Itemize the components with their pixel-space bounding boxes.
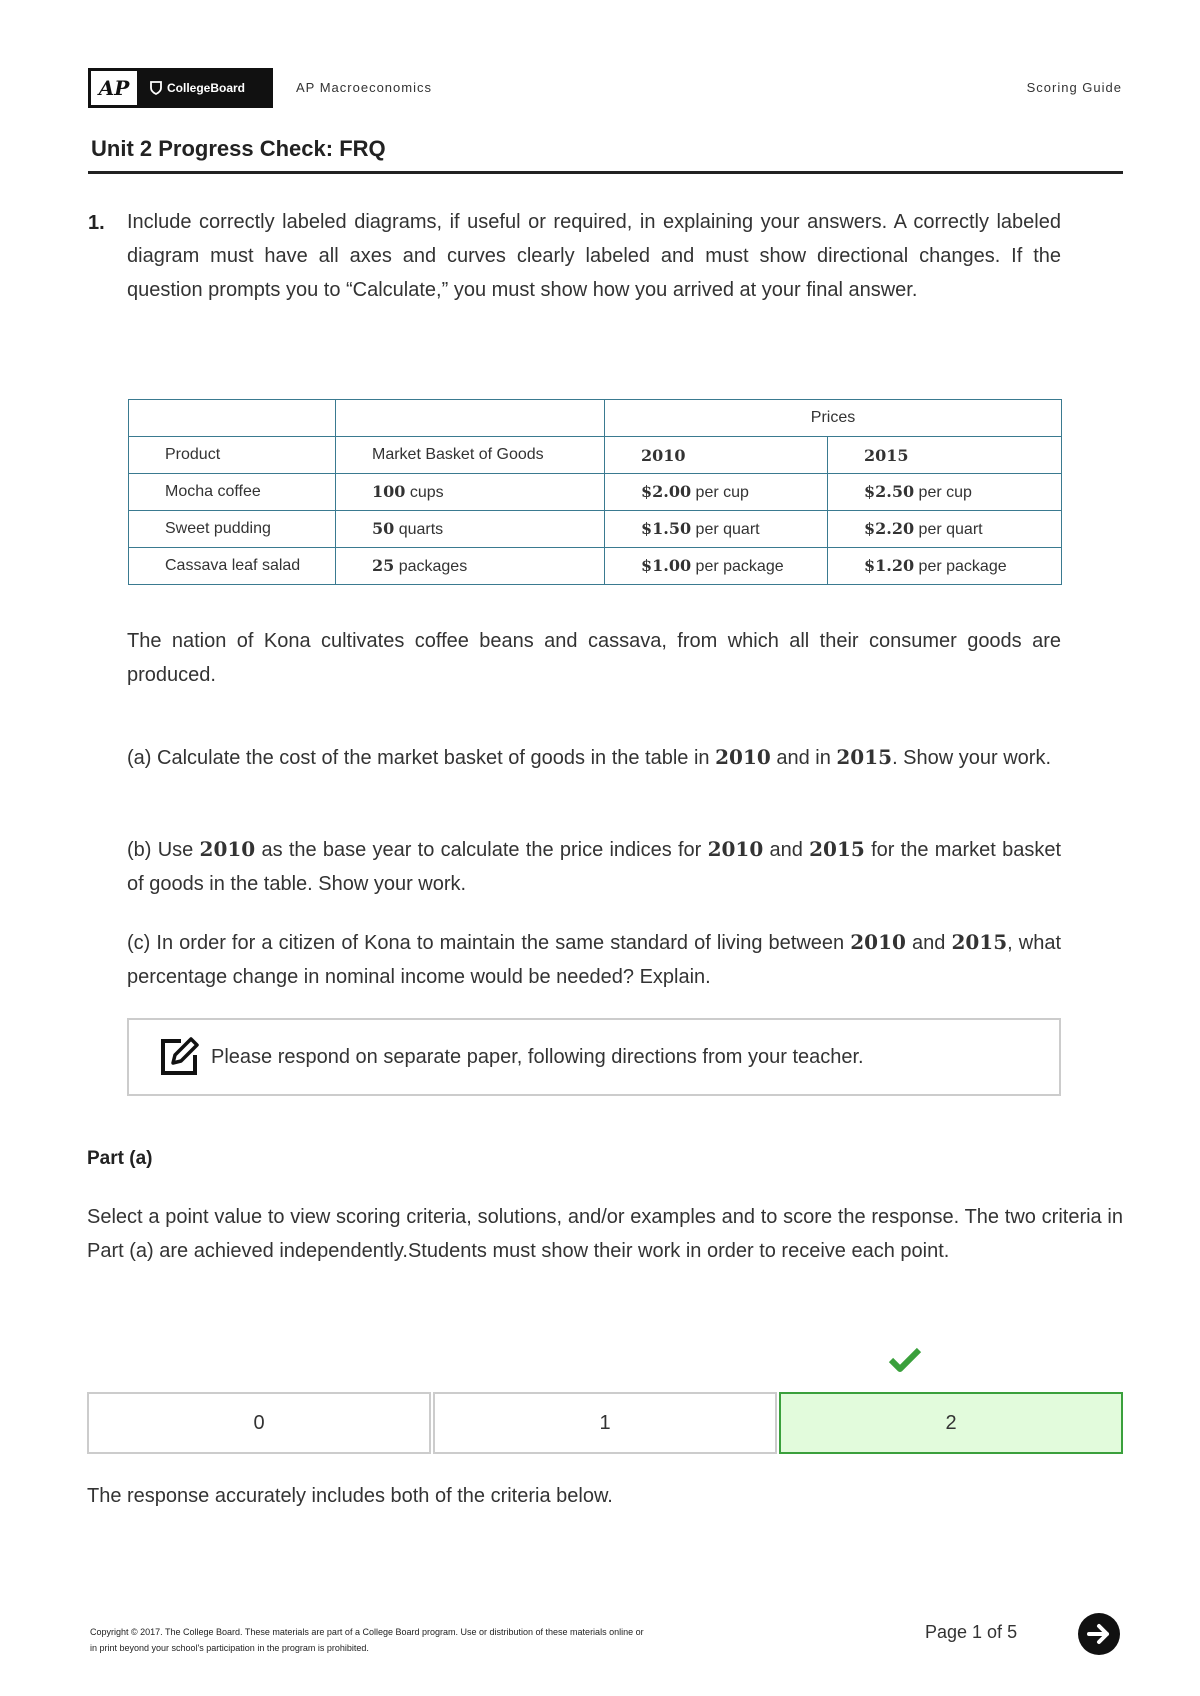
score-option-0[interactable]: 0 [87, 1392, 431, 1454]
page-number: Page 1 of 5 [925, 1622, 1018, 1642]
price-2010-cell: $1.50 per quart [605, 511, 828, 548]
price-2010-cell: $2.00 per cup [605, 474, 828, 511]
page-title: Unit 2 Progress Check: FRQ [91, 136, 386, 161]
price-2015-cell: $1.20 per package [828, 548, 1062, 585]
part-a-heading: Part (a) [87, 1148, 153, 1169]
column-header: 2010 [605, 437, 828, 474]
table-header-row [129, 437, 1062, 474]
respond-note: Please respond on separate paper, following directions from your teacher. [211, 1045, 864, 1068]
acorn-shield-icon [149, 81, 163, 95]
table-row [129, 511, 1062, 548]
next-page-button[interactable] [1078, 1613, 1120, 1655]
part-a-prompt: (a) Calculate the cost of the market basket of goods in the table in 2010 and in 2015. Show your work. [127, 745, 1052, 769]
quantity-cell: 25 packages [336, 548, 605, 585]
selected-checkmark-icon [888, 1346, 922, 1374]
score-option-2[interactable]: 2 [779, 1392, 1123, 1454]
prices-header: Prices [605, 400, 1062, 437]
product-cell: Mocha coffee [129, 474, 336, 511]
column-header: 2015 [828, 437, 1062, 474]
course-name: AP Macroeconomics [296, 80, 432, 95]
scoring-instructions: Select a point value to view scoring criteria, solutions, and/or examples and to score the response. The two criteria in Part (a) are achieved independently.Students must show their work in order to receive each point. [87, 1206, 1123, 1262]
ap-college-board-logo [88, 68, 273, 108]
product-cell: Sweet pudding [129, 511, 336, 548]
quantity-cell: 50 quarts [336, 511, 605, 548]
column-header: Market Basket of Goods [336, 437, 605, 474]
table-cell [129, 400, 336, 437]
respond-on-paper-box [127, 1018, 1061, 1096]
context-paragraph: The nation of Kona cultivates coffee beans and cassava, from which all their consumer goods are produced. [127, 630, 1061, 686]
price-2015-cell: $2.20 per quart [828, 511, 1062, 548]
question-number: 1. [88, 212, 105, 234]
column-header: Product [129, 437, 336, 474]
table-cell [336, 400, 605, 437]
score-option-1[interactable]: 1 [433, 1392, 777, 1454]
part-c-prompt: (c) In order for a citizen of Kona to maintain the same standard of living between 2010 and 2015, what percentage change in nominal income would be needed? Explain. [127, 930, 1062, 988]
table-row [129, 548, 1062, 585]
table-row [129, 474, 1062, 511]
product-cell: Cassava leaf salad [129, 548, 336, 585]
point-value-selector [87, 1392, 1123, 1454]
market-basket-table [128, 399, 1062, 585]
arrow-right-icon [1086, 1621, 1112, 1647]
title-divider [88, 171, 1123, 174]
guide-label: Scoring Guide [1026, 80, 1122, 95]
price-2015-cell: $2.50 per cup [828, 474, 1062, 511]
part-b-prompt: (b) Use 2010 as the base year to calculate the price indices for 2010 and 2015 for the market basket of goods in the table. Show your work. [127, 837, 1062, 895]
edit-icon [159, 1037, 199, 1077]
copyright-notice: Copyright © 2017. The College Board. These materials are part of a College Board program. Use or distribution of these materials online or in print beyond your school's participation in the program is prohibited. [90, 1627, 644, 1653]
score-result-text: The response accurately includes both of the criteria below. [87, 1485, 613, 1507]
quantity-cell: 100 cups [336, 474, 605, 511]
table-header-row [129, 400, 1062, 437]
price-2010-cell: $1.00 per package [605, 548, 828, 585]
question-instructions: Include correctly labeled diagrams, if useful or required, in explaining your answers. A correctly labeled diagram must have all axes and curves clearly labeled and must show directional changes. If the question prompts you to “Calculate,” you must show how you arrived at your final answer. [127, 211, 1061, 301]
college-board-wordmark: CollegeBoard [149, 81, 245, 95]
ap-logo-mark: AP [91, 71, 137, 105]
